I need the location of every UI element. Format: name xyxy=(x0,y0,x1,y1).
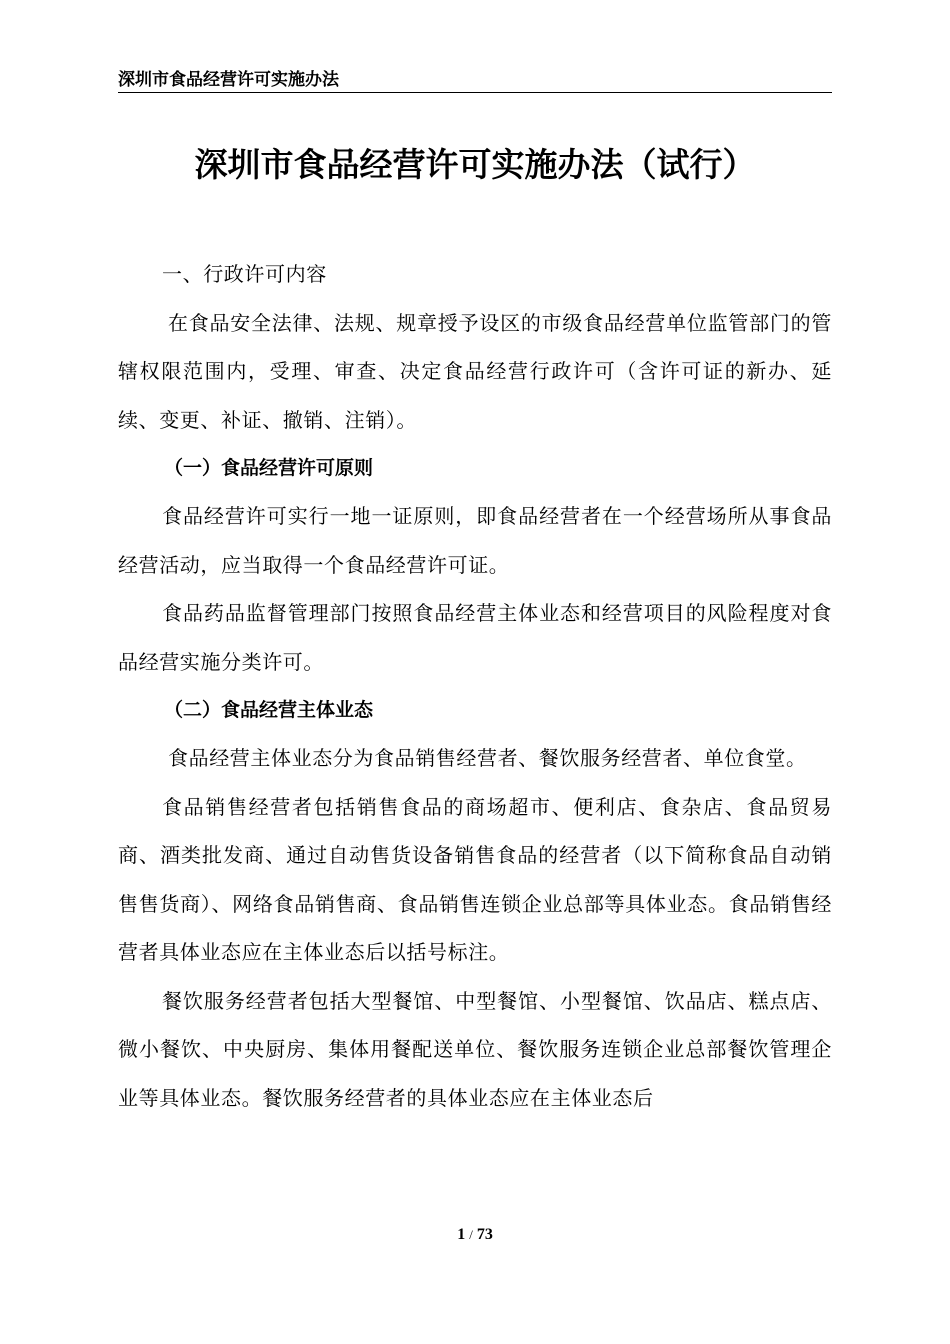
paragraph-one-site-one-license: 食品经营许可实行一地一证原则，即食品经营者在一个经营场所从事食品经营活动，应当取得一个食品经营许可证。 xyxy=(118,504,832,577)
page-total: 73 xyxy=(476,1226,493,1243)
page-current: 1 xyxy=(457,1226,466,1243)
paragraph-business-forms: 食品经营主体业态分为食品销售经营者、餐饮服务经营者、单位食堂。 xyxy=(168,746,807,770)
page-number xyxy=(118,1226,832,1244)
document-body xyxy=(118,250,832,1122)
paragraph-scope: 在食品安全法律、法规、规章授予设区的市级食品经营单位监管部门的管辖权限范围内，受理、审查、决定食品经营行政许可（含许可证的新办、延续、变更、补证、撤销、注销）。 xyxy=(118,310,832,432)
running-header-text: 深圳市食品经营许可实施办法 xyxy=(118,70,339,90)
paragraph-food-sales: 食品销售经营者包括销售食品的商场超市、便利店、食杂店、食品贸易商、酒类批发商、通过自动售货设备销售食品的经营者（以下简称食品自动销售售货商）、网络食品销售商、食品销售连锁企业总部等具体业态。食品销售经营者具体业态应在主体业态后以括号标注。 xyxy=(118,794,832,964)
running-header xyxy=(118,70,832,93)
page-separator: / xyxy=(469,1227,473,1242)
paragraph-catering: 餐饮服务经营者包括大型餐馆、中型餐馆、小型餐馆、饮品店、糕点店、微小餐饮、中央厨房、集体用餐配送单位、餐饮服务连锁企业总部餐饮管理企业等具体业态。餐饮服务经营者的具体业态应在主体业态后 xyxy=(118,988,832,1110)
document-title: 深圳市食品经营许可实施办法（试行） xyxy=(194,145,756,184)
heading-administrative-license: 一、行政许可内容 xyxy=(162,262,327,286)
section-heading-principles: （一）食品经营许可原则 xyxy=(164,457,374,479)
paragraph-classified-license: 食品药品监督管理部门按照食品经营主体业态和经营项目的风险程度对食品经营实施分类许可。 xyxy=(118,601,832,674)
section-heading-business-forms: （二）食品经营主体业态 xyxy=(164,699,374,721)
